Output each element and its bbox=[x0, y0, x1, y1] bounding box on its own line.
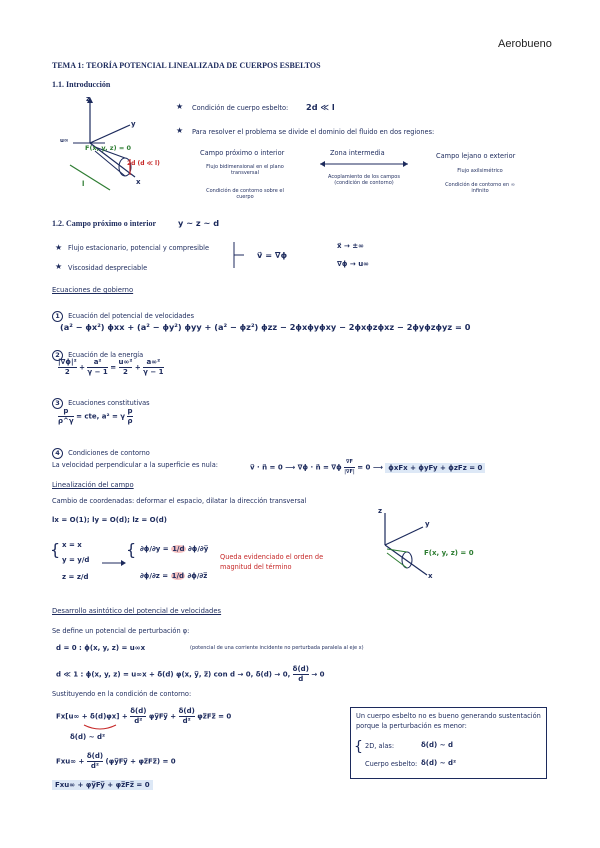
box-2d-eq: δ(d) ~ d bbox=[421, 741, 453, 749]
bc-final-highlight: ϕxFx + ϕyFy + ϕzFz = 0 bbox=[385, 463, 485, 473]
number-badge: 3 bbox=[52, 398, 63, 409]
red-note: Queda evidenciado el orden de magnitud del término bbox=[220, 553, 324, 571]
box-2d-label: 2D, alas: bbox=[365, 742, 395, 750]
lin-diagram-x: x bbox=[428, 572, 433, 580]
near-heading-eq: y ~ z ~ d bbox=[178, 218, 220, 228]
bc-final-linear: Fxu∞ + φy̅Fy̅ + φz̅Fz̅ = 0 bbox=[52, 780, 153, 790]
asym-text-2: Sustituyendo en la condición de contorno: bbox=[52, 690, 192, 698]
brand-name: Aerobueno bbox=[498, 38, 552, 50]
near-bullet-2: Viscosidad despreciable bbox=[68, 264, 148, 272]
bc-text: La velocidad perpendicular a la superficie es nula: bbox=[52, 461, 218, 469]
left-brace: { bbox=[354, 739, 363, 755]
box-body-label: Cuerpo esbelto: bbox=[365, 760, 418, 768]
sys-z: z = z/d bbox=[62, 573, 89, 581]
diagram-f-label: F(x, y, z) = 0 bbox=[85, 144, 132, 152]
lin-text: Cambio de coordenadas: deformar el espacio, dilatar la dirección transversal bbox=[52, 497, 307, 505]
bc-substitution-2: Fxu∞ + $\frac{\delta(d)}{\text{d²}}$ (φy̅Fy̅ + φz̅Fz̅) = 0 bbox=[56, 752, 176, 770]
potential-equation: (a² − ϕx²) ϕxx + (a² − ϕy²) ϕyy + (a² − ϕz²) ϕzz − 2ϕxϕyϕxy − 2ϕxϕzϕxz − 2ϕyϕzϕyz = 0 bbox=[60, 322, 471, 332]
zone-near-name: Campo próximo o interior bbox=[200, 149, 285, 157]
diagram-u-label: u∞ bbox=[60, 138, 69, 144]
box-body-eq: δ(d) ~ d² bbox=[421, 759, 457, 767]
zone-far-desc: Flujo axilsimétrico bbox=[457, 168, 503, 174]
constitutive-equation: $\frac{p}{\rho\^{}\gamma}$ = cte, a² = γ $\frac{p}{\rho}$ bbox=[58, 407, 133, 425]
zone-intermediate-name: Zona intermedia bbox=[330, 149, 385, 157]
diagram-l-label: l bbox=[82, 180, 85, 188]
lin-orders: lx = O(1); ly = O(d); lz = O(d) bbox=[52, 516, 167, 524]
zone-intermediate-desc: Acoplamiento de los campos (condición de contorno) bbox=[328, 174, 400, 186]
domain-split-text: Para resolver el problema se divide el dominio del fluido en dos regiones: bbox=[192, 128, 435, 136]
gov-item-label: Ecuaciones constitutivas bbox=[68, 399, 150, 407]
asym-eq-1-note: (potencial de una corriente incidente no perturbada paralela al eje x) bbox=[190, 645, 364, 651]
velocity-potential-eq: v⃗ = ∇ϕ bbox=[257, 250, 288, 260]
double-arrow bbox=[316, 160, 412, 168]
diagram-y-label: y bbox=[131, 120, 136, 128]
lin-diagram-y: y bbox=[425, 520, 430, 528]
arrow-right bbox=[100, 558, 128, 568]
implies-arrow bbox=[232, 240, 246, 270]
sys-x: x = x bbox=[62, 541, 82, 549]
lin-diagram-z: z bbox=[378, 507, 383, 515]
sys-y: y = y/d bbox=[62, 556, 90, 564]
gov-item-1 bbox=[52, 303, 194, 322]
left-brace: { bbox=[126, 540, 137, 559]
body-line-bottom bbox=[95, 151, 125, 176]
intro-heading: 1.1. Introducción bbox=[52, 80, 111, 89]
energy-equation: $\frac{\text{|∇ϕ|²}}{2}$ + $\frac{\text{a²}}{\gamma - 1}$ = $\frac{\text{u∞²}}{2}$ + $\frac{\text{a∞²}}{\gamma - 1}$ bbox=[58, 358, 164, 376]
bc-equation: v⃗ · n⃗ = 0 ⟶ ∇ϕ · n⃗ = ∇ϕ $\frac{\nabla F}{|\nabla F|}$ = 0 ⟶ ϕxFx + ϕyFy + ϕzFz = 0 bbox=[250, 458, 485, 477]
diagram-x-label: x bbox=[136, 178, 141, 186]
diagram-z-label: z bbox=[86, 95, 91, 103]
gov-item-label: Ecuación de la energía bbox=[68, 351, 144, 359]
asym-text-1: Se define un potencial de perturbación φ: bbox=[52, 627, 190, 635]
number-badge: 4 bbox=[52, 448, 63, 459]
bc-substitution-1: Fx[u∞ + δ(d)φx] + $\frac{\delta(d)}{\text{d²}}$ φy̅Fy̅ + $\frac{\delta(d)}{\text{d²}}$ φz̅Fz̅ = 0 bbox=[56, 707, 232, 725]
order-delta: δ(d) ~ d² bbox=[70, 733, 106, 741]
axis-y bbox=[90, 125, 130, 143]
asym-heading: Desarrollo asintótico del potencial de velocidades bbox=[52, 607, 222, 615]
star-icon: ★ bbox=[176, 102, 184, 111]
zone-far-name: Campo lejano o exterior bbox=[436, 152, 516, 160]
limit-velocity: ∇ϕ → u∞ bbox=[337, 260, 370, 268]
page-title: TEMA 1: TEORÍA POTENCIAL LINEALIZADA DE CUERPOS ESBELTOS bbox=[52, 61, 321, 70]
zone-near-desc2: Condición de contorno sobre el cuerpo bbox=[206, 188, 284, 200]
left-brace: { bbox=[50, 540, 61, 559]
zone-near-desc: Flujo bidimensional en el plano transversal bbox=[206, 164, 284, 176]
star-icon: ★ bbox=[55, 262, 63, 271]
star-icon: ★ bbox=[176, 126, 184, 135]
near-heading: 1.2. Campo próximo o interior bbox=[52, 219, 156, 228]
limit-position: x⃗ → ±∞ bbox=[337, 242, 364, 250]
slender-condition-eq: 2d ≪ l bbox=[306, 102, 335, 112]
lin-diagram-f: F(x, y, z) = 0 bbox=[424, 549, 474, 557]
star-icon: ★ bbox=[55, 243, 63, 252]
length-arrow bbox=[70, 165, 110, 190]
asym-eq-1: d = 0 : ϕ(x, y, z) = u∞x bbox=[56, 644, 146, 652]
gov-item-label: Ecuación del potencial de velocidades bbox=[68, 312, 195, 320]
near-bullet-1: Flujo estacionario, potencial y compresible bbox=[68, 244, 210, 252]
zone-far-desc2: Condición de contorno en ∞ infinito bbox=[445, 182, 515, 194]
slender-lift-note-box bbox=[350, 707, 547, 779]
diagram-d-label: 2d (d ≪ l) bbox=[127, 160, 160, 167]
underbrace-arc bbox=[80, 722, 120, 732]
lin-heading: Linealización del campo bbox=[52, 481, 134, 489]
gov-item-4 bbox=[52, 440, 150, 459]
slender-condition-label: Condición de cuerpo esbelto: bbox=[192, 104, 289, 112]
lin-body-diagram bbox=[365, 505, 445, 585]
gov-heading: Ecuaciones de gobierno bbox=[52, 286, 134, 294]
deriv-y: ∂ϕ/∂y = 1/d ∂ϕ/∂y̅ bbox=[140, 545, 209, 553]
number-badge: 2 bbox=[52, 350, 63, 361]
asym-eq-2: d ≪ 1 : ϕ(x, y, z) = u∞x + δ(d) φ(x, y̅, z̅) con d → 0, δ(d) → 0, $\frac{\delta(d)}{d}$ → 0 bbox=[56, 665, 325, 683]
number-badge: 1 bbox=[52, 311, 63, 322]
gov-item-label: Condiciones de contorno bbox=[68, 449, 150, 457]
slender-lift-note: Un cuerpo esbelto no es bueno generando sustentación porque la perturbación es menor: bbox=[356, 712, 541, 730]
deriv-z: ∂ϕ/∂z = 1/d ∂ϕ/∂z̅ bbox=[140, 572, 208, 580]
